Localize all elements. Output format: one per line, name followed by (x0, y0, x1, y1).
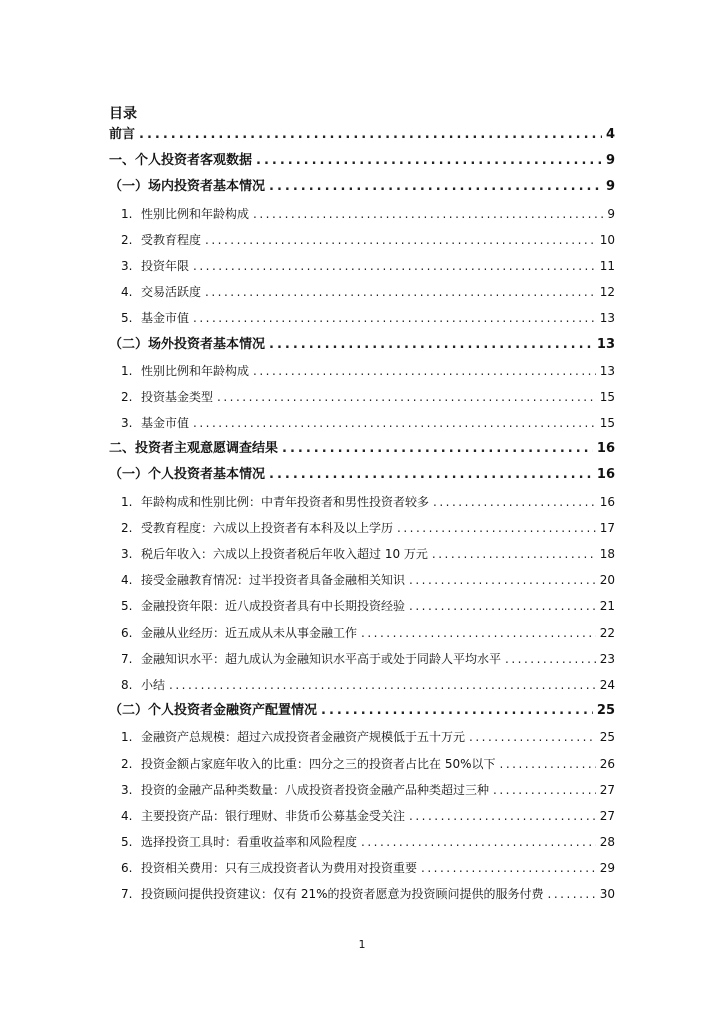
toc-entry-text: 基金市值 (141, 311, 190, 326)
toc-entry-page: 16 (599, 494, 615, 509)
toc-entry-label (121, 829, 357, 855)
toc-entry-text: 投资的金融产品种类数量：八成投资者投资金融产品种类超过三种 (141, 782, 490, 797)
toc-entry-number: 1. (121, 730, 133, 745)
toc-entry-page: 27 (599, 808, 615, 823)
toc-entry-text: 一、个人投资者客观数据 (109, 153, 253, 169)
toc-entry-page: 11 (599, 258, 615, 273)
toc-leader-dots (193, 253, 596, 279)
toc-entry-label (121, 384, 213, 410)
toc-entry-text: 金融投资年限：近八成投资者具有中长期投资经验 (141, 599, 406, 614)
toc-entry-text: （二）场外投资者基本情况 (109, 336, 266, 352)
toc-entry-label (109, 332, 265, 358)
toc-entry-text: 年龄构成和性别比例：中青年投资者和男性投资者较多 (141, 494, 430, 509)
toc-entry-number: 2. (121, 756, 133, 771)
toc-entry-label (121, 201, 249, 227)
toc-entry[interactable] (109, 724, 615, 750)
toc-entry-label (109, 436, 278, 462)
toc-entry-label (121, 567, 405, 593)
toc-leader-dots (500, 751, 596, 777)
toc-entry-number: 5. (121, 599, 133, 614)
toc-entry[interactable] (109, 567, 615, 593)
toc-leader-dots (409, 803, 596, 829)
toc-entry[interactable] (109, 515, 615, 541)
toc-entry[interactable] (109, 829, 615, 855)
toc-entry-label (121, 253, 189, 279)
toc-leader-dots (282, 436, 593, 462)
toc-entry[interactable] (109, 489, 615, 515)
toc-entry[interactable] (109, 201, 615, 227)
toc-entry-page: 10 (599, 232, 615, 247)
toc-entry-page: 28 (599, 835, 615, 850)
toc-leader-dots (433, 489, 596, 515)
toc-leader-dots (409, 567, 596, 593)
toc-entry-number: 2. (121, 520, 133, 535)
toc-entry-label (121, 515, 393, 541)
toc-entry-label (121, 672, 165, 698)
toc-entry-text: 金融从业经历：近五成从未从事金融工作 (141, 625, 358, 640)
toc-entry-label (121, 305, 189, 331)
toc-entry-text: 投资金额占家庭年收入的比重：四分之三的投资者占比在 50%以下 (141, 756, 496, 771)
toc-entry-text: 性别比例和年龄构成 (141, 363, 250, 378)
toc-entry-text: （一）场内投资者基本情况 (109, 179, 266, 195)
toc-entry-page: 9 (607, 206, 615, 221)
toc-leader-dots (253, 201, 603, 227)
toc-entry-page: 16 (596, 467, 615, 483)
toc-entry-page: 22 (599, 625, 615, 640)
toc-entry-label (121, 803, 405, 829)
toc-entry-label (121, 541, 428, 567)
toc-entry-text: 性别比例和年龄构成 (141, 206, 250, 221)
toc-entry-text: 前言 (109, 127, 136, 142)
toc-entry-label (109, 122, 135, 148)
toc-entry[interactable] (109, 122, 615, 148)
toc-entry-label (121, 227, 201, 253)
toc-entry-label (121, 881, 544, 907)
toc-entry-text: 金融资产总规模：超过六成投资者金融资产规模低于五十万元 (141, 730, 466, 745)
toc-entry-page: 27 (599, 782, 615, 797)
toc-entry-text: （二）个人投资者金融资产配置情况 (109, 703, 318, 719)
toc-entry-text: 投资顾问提供投资建议：仅有 21%的投资者愿意为投资顾问提供的服务付费 (141, 887, 544, 902)
toc-entry-label (121, 279, 201, 305)
toc-entry-text: 小结 (141, 677, 166, 692)
toc-entry-page: 26 (599, 756, 615, 771)
toc-entry[interactable] (109, 410, 615, 436)
toc-entry-number: 7. (121, 887, 133, 902)
toc-entry-number: 1. (121, 206, 133, 221)
toc-leader-dots (421, 855, 596, 881)
toc-entry-label (121, 410, 189, 436)
toc-entry-number: 4. (121, 285, 133, 300)
toc-entry-text: 基金市值 (141, 416, 190, 431)
toc-entry-page: 13 (599, 311, 615, 326)
toc-entry-page: 4 (605, 127, 615, 142)
toc-entry-number: 2. (121, 232, 133, 247)
page-number: 1 (358, 938, 366, 951)
toc-entry-number: 6. (121, 861, 133, 876)
toc-entry[interactable] (109, 384, 615, 410)
toc-entry-text: （一）个人投资者基本情况 (109, 467, 266, 483)
toc-entry-page: 18 (599, 547, 615, 561)
toc-entry-page: 13 (599, 363, 615, 378)
toc-entry-text: 投资基金类型 (141, 389, 214, 404)
toc-leader-dots (193, 305, 596, 331)
toc-entry-number: 1. (121, 363, 133, 378)
toc-title: 目录 (109, 106, 137, 122)
toc-entry[interactable] (109, 462, 615, 488)
toc-entry-number: 5. (121, 835, 133, 850)
toc-entry-number: 1. (121, 494, 133, 509)
toc-entry-label (121, 855, 417, 881)
toc-entry-label (121, 358, 249, 384)
toc-entry[interactable] (109, 881, 615, 907)
toc-entry-label (109, 462, 265, 488)
toc-leader-dots (256, 148, 602, 174)
toc-entry[interactable] (109, 646, 615, 672)
toc-entry-text: 接受金融教育情况：过半投资者具备金融相关知识 (141, 573, 406, 588)
toc-entry-text: 选择投资工具时：看重收益率和风险程度 (141, 835, 358, 850)
toc-entry-text: 投资相关费用：只有三成投资者认为费用对投资重要 (141, 861, 418, 876)
toc-entry-page: 24 (599, 677, 615, 692)
toc-entry-text: 主要投资产品：银行理财、非货币公募基金受关注 (141, 808, 406, 823)
toc-entry-number: 3. (121, 547, 133, 561)
toc-entry-page: 9 (605, 153, 615, 169)
toc-entry-text: 税后年收入：六成以上投资者税后年收入超过 10 万元 (141, 547, 428, 561)
toc-leader-dots (361, 829, 596, 855)
toc-entry-number: 4. (121, 808, 133, 823)
toc-entry-page: 15 (599, 389, 615, 404)
toc-entry-page: 30 (599, 887, 615, 902)
toc-leader-dots (169, 672, 596, 698)
toc-entry-page: 25 (596, 703, 615, 719)
toc-entry[interactable] (109, 751, 615, 777)
toc-entry[interactable] (109, 698, 615, 724)
toc-entry-page: 29 (599, 861, 615, 876)
toc-leader-dots (432, 541, 596, 567)
toc-entry[interactable] (109, 174, 615, 200)
toc-entry-label (109, 698, 317, 724)
toc-entry-label (121, 751, 496, 777)
toc-entry-label (121, 593, 405, 619)
toc-entry[interactable] (109, 620, 615, 646)
toc-leader-dots (253, 358, 596, 384)
toc-leader-dots (493, 777, 596, 803)
toc-entry-page: 12 (599, 285, 615, 300)
toc-entry[interactable] (109, 593, 615, 619)
toc-entry-text: 金融知识水平：超九成认为金融知识水平高于或处于同龄人平均水平 (141, 651, 502, 666)
toc-entry[interactable] (109, 855, 615, 881)
toc-entry-number: 2. (121, 389, 133, 404)
toc-leader-dots (269, 332, 593, 358)
toc-entry-label (121, 620, 357, 646)
toc-leader-dots (217, 384, 596, 410)
toc-entry-label (121, 489, 429, 515)
toc-entry[interactable] (109, 227, 615, 253)
toc-entry[interactable] (109, 253, 615, 279)
toc-leader-dots (505, 646, 596, 672)
table-of-contents (109, 122, 615, 908)
toc-leader-dots (469, 724, 596, 750)
toc-entry-number: 3. (121, 416, 133, 431)
toc-entry-text: 交易活跃度 (141, 285, 202, 300)
toc-leader-dots (397, 515, 596, 541)
toc-entry-number: 3. (121, 258, 133, 273)
toc-entry-number: 7. (121, 651, 133, 666)
toc-entry-text: 受教育程度 (141, 232, 202, 247)
toc-entry-text: 投资年限 (141, 258, 190, 273)
toc-entry-number: 4. (121, 573, 133, 588)
toc-leader-dots (193, 410, 596, 436)
toc-entry-label (109, 174, 265, 200)
toc-entry[interactable] (109, 332, 615, 358)
toc-leader-dots (269, 462, 593, 488)
toc-leader-dots (269, 174, 602, 200)
toc-entry-page: 16 (596, 441, 615, 457)
toc-entry-page: 17 (599, 520, 615, 535)
toc-leader-dots (548, 881, 596, 907)
toc-entry[interactable] (109, 777, 615, 803)
toc-entry-text: 二、投资者主观意愿调查结果 (109, 441, 279, 457)
toc-entry-page: 13 (596, 336, 615, 352)
toc-entry-label (109, 148, 252, 174)
toc-entry[interactable] (109, 672, 615, 698)
toc-entry[interactable] (109, 436, 615, 462)
toc-leader-dots (321, 698, 593, 724)
toc-entry-page: 21 (599, 599, 615, 614)
toc-entry-page: 9 (605, 179, 615, 195)
toc-entry-page: 23 (599, 651, 615, 666)
toc-entry-page: 25 (599, 730, 615, 745)
toc-leader-dots (139, 122, 602, 148)
toc-entry-text: 受教育程度：六成以上投资者有本科及以上学历 (141, 520, 394, 535)
toc-entry[interactable] (109, 305, 615, 331)
toc-leader-dots (361, 620, 596, 646)
toc-entry[interactable] (109, 148, 615, 174)
toc-entry-label (121, 646, 501, 672)
toc-entry-number: 3. (121, 782, 133, 797)
toc-leader-dots (205, 227, 596, 253)
toc-entry[interactable] (109, 541, 615, 567)
toc-entry-page: 20 (599, 573, 615, 588)
toc-entry[interactable] (109, 279, 615, 305)
toc-leader-dots (409, 593, 596, 619)
toc-entry[interactable] (109, 358, 615, 384)
toc-entry-number: 8. (121, 677, 133, 692)
toc-entry-label (121, 724, 465, 750)
toc-leader-dots (205, 279, 596, 305)
toc-entry-label (121, 777, 489, 803)
toc-entry-number: 5. (121, 311, 133, 326)
toc-entry-number: 6. (121, 625, 133, 640)
toc-entry[interactable] (109, 803, 615, 829)
toc-entry-page: 15 (599, 416, 615, 431)
